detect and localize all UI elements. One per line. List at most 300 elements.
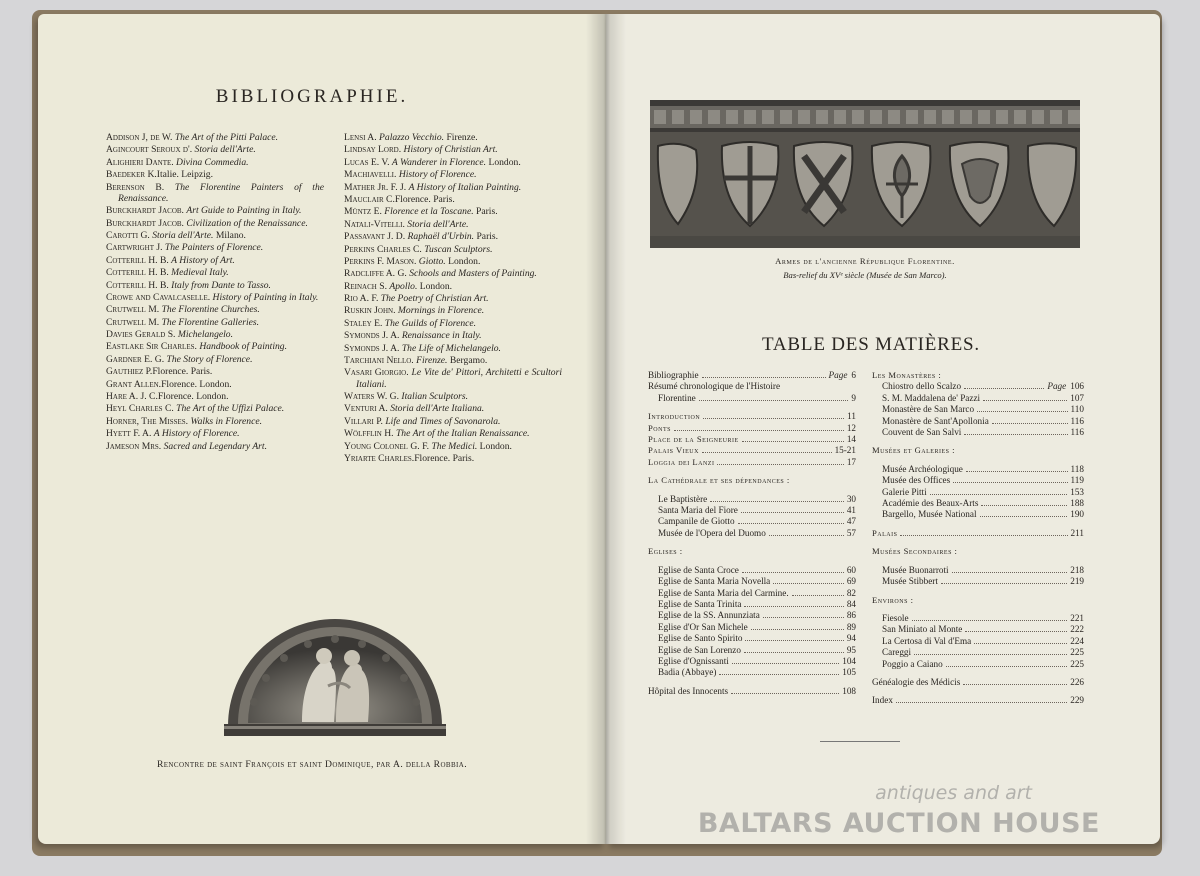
entry-title: The Life of Michelangelo.: [401, 342, 501, 354]
entry-publisher: Florence. Paris.: [414, 452, 475, 464]
watermark-tagline: antiques and art: [875, 782, 1032, 804]
bibliography-entry: [106, 230, 324, 241]
dot-leader: [792, 595, 844, 596]
toc-section-heading: Musées Secondaires :: [872, 546, 958, 557]
bibliography-entry: [106, 441, 324, 452]
toc-entry-label: Fiesole: [882, 612, 909, 623]
toc-entry: [648, 565, 856, 576]
toc-entry: [648, 370, 856, 381]
dot-leader: [751, 629, 844, 630]
bibliography-entry: [106, 317, 324, 328]
dot-leader: [773, 583, 844, 584]
spacer: [648, 558, 856, 565]
toc-entry-label: Introduction: [648, 411, 701, 422]
toc-entry: [872, 659, 1084, 670]
entry-title: Walks in Florence.: [190, 415, 262, 427]
toc-entry: [648, 457, 856, 468]
bibliography-entry: [344, 428, 562, 439]
toc-entry-label: Bibliographie: [648, 370, 699, 380]
dot-leader: [731, 693, 839, 694]
toc-page-number: 105: [842, 667, 856, 678]
dot-leader: [719, 674, 839, 675]
dot-leader: [702, 452, 832, 453]
dot-leader: [966, 471, 1068, 472]
entry-title: Italian Sculptors.: [401, 391, 469, 403]
dot-leader: [914, 654, 1067, 655]
toc-entry-label: Place de la Seigneurie: [648, 434, 739, 445]
toc-entry: [648, 610, 856, 621]
toc-page-number: 41: [846, 505, 856, 516]
entry-author: Staley E.: [344, 317, 383, 329]
toc-entry: [648, 667, 856, 678]
toc-entry-label: Musée Stibbert: [882, 576, 938, 587]
bibliography-entry: [344, 416, 562, 427]
entry-author: Crutwell M.: [106, 316, 160, 328]
entry-author: Symonds J. A.: [344, 330, 400, 342]
entry-author: Cotterill H. B.: [106, 279, 169, 291]
bibliography-entry: [344, 231, 562, 242]
toc-entry-label: Bargello, Musée National: [882, 509, 977, 520]
toc-page-number: 9: [851, 392, 856, 403]
toc-page-number: 108: [842, 685, 856, 696]
toc-page-number: 118: [1070, 463, 1084, 474]
entry-title: Michelangelo.: [177, 329, 233, 341]
toc-entry: [872, 509, 1084, 520]
entry-author: Ruskin John.: [344, 305, 396, 317]
toc-page-number: 224: [1070, 635, 1084, 646]
entry-title: Le Vite de' Pittori, Architetti e Scultori Italiani.: [356, 367, 562, 390]
dot-leader: [912, 620, 1068, 621]
dot-leader: [717, 464, 843, 465]
toc-page-number: 116: [1070, 427, 1084, 438]
spacer: [872, 521, 1084, 528]
dot-leader: [946, 666, 1067, 667]
toc-page-number: 106: [1070, 381, 1084, 392]
entry-title: The Art of the Uffizi Palace.: [176, 403, 285, 415]
entry-title: Medieval Italy.: [171, 267, 229, 279]
spacer: [648, 539, 856, 546]
entry-author: Addison J, de W.: [106, 132, 173, 143]
bibliography-entry: [106, 329, 324, 340]
entry-author: Lindsay Lord.: [344, 144, 402, 156]
toc-page-number: 225: [1070, 658, 1084, 669]
entry-title: Storia dell'Arte.: [194, 144, 256, 156]
bibliography-entry: [344, 244, 562, 255]
bibliography-entry: [344, 144, 562, 155]
toc-entry-label: Hôpital des Innocents: [648, 685, 729, 696]
bibliography-entry: [106, 182, 324, 204]
bibliography-entry: [106, 354, 324, 365]
toc-entry: [872, 427, 1084, 438]
toc-entry-label: Musée de l'Opera del Duomo: [658, 527, 766, 538]
toc-page-number: 89: [846, 621, 856, 632]
toc-entry-label: Eglise de Santa Maria del Carmine.: [658, 587, 789, 598]
toc-page-number: 11: [847, 411, 856, 422]
entry-publisher: Florence. Paris.: [152, 366, 213, 378]
entry-author: Crutwell M.: [106, 304, 160, 316]
entry-publisher: Florence. Paris.: [394, 193, 455, 205]
dot-leader: [896, 702, 1067, 703]
spacer: [872, 457, 1084, 464]
entry-author: Perkins Charles C.: [344, 243, 422, 255]
toc-entry-label: Santa Maria del Fiore: [658, 505, 738, 516]
book-gutter-shadow: [586, 14, 626, 844]
entry-author: Baedeker K.: [106, 169, 157, 181]
toc-section-heading: Les Monastères :: [872, 370, 942, 380]
dot-leader: [992, 423, 1068, 424]
entry-title: Mornings in Florence.: [397, 305, 485, 317]
entry-author: Young Colonel G. F.: [344, 440, 430, 452]
entry-title: Art Guide to Painting in Italy.: [186, 205, 302, 217]
toc-entry: [872, 647, 1084, 658]
dot-leader: [974, 643, 1067, 644]
entry-author: Alighieri Dante.: [106, 156, 174, 168]
entry-author: Gardner E. G.: [106, 353, 165, 365]
toc-page-number: 119: [1070, 475, 1084, 486]
entry-title: The Art of the Italian Renaissance.: [395, 428, 530, 440]
toc-page-number: 30: [846, 493, 856, 504]
dot-leader: [930, 494, 1068, 495]
toc-page-number: 84: [846, 598, 856, 609]
toc-entry: [648, 434, 856, 445]
toc-entry: [648, 411, 856, 422]
entry-title: Handbook of Painting.: [199, 341, 287, 353]
bibliography-entry: [106, 292, 324, 303]
toc-entry: [872, 528, 1084, 539]
toc-page-number: 219: [1070, 576, 1084, 587]
bibliography-entry: [344, 132, 562, 143]
spacer: [648, 679, 856, 686]
entry-author: Tarchiani Nello.: [344, 355, 414, 367]
entry-title: The Florentine Painters of the Renaissance.: [118, 181, 325, 204]
bibliography-entry: [106, 428, 324, 439]
spacer: [648, 468, 856, 475]
spacer: [872, 438, 1084, 445]
toc-page-number: 15-21: [834, 445, 856, 456]
toc-entry: [872, 498, 1084, 509]
toc-page-number: 12: [846, 422, 856, 433]
entry-title: The Guilds of Florence.: [384, 317, 477, 329]
toc-entry: [648, 516, 856, 527]
entry-title: Storia dell'Arte.: [152, 229, 214, 241]
toc-entry-label: Poggio a Caiano: [882, 658, 943, 669]
toc-entry: [648, 633, 856, 644]
dot-leader: [710, 501, 844, 502]
toc-page-number: 82: [846, 587, 856, 598]
entry-title: History of Christian Art.: [403, 144, 498, 156]
entry-author: Agincourt Seroux d'.: [106, 144, 193, 156]
entry-title: A Wanderer in Florence.: [391, 156, 487, 168]
entry-title: Firenze.: [416, 355, 448, 367]
entry-author: Radcliffe A. G.: [344, 268, 407, 280]
entry-author: Villari P.: [344, 415, 383, 427]
bibliography-entry: [106, 218, 324, 229]
toc-entry: [648, 528, 856, 539]
bibliography-entry: [344, 281, 562, 292]
toc-entry: [872, 624, 1084, 635]
dot-leader: [742, 441, 844, 442]
bibliography-entry: [106, 379, 324, 390]
bibliography-entry: [344, 330, 562, 341]
entry-title: The Painters of Florence.: [164, 242, 264, 254]
entry-title: Apollo.: [389, 280, 418, 292]
toc-page-number: 104: [842, 655, 856, 666]
entry-author: Grant Allen.: [106, 378, 162, 390]
toc-page-number: 221: [1070, 612, 1084, 623]
entry-title: Giotto.: [418, 255, 446, 267]
dot-leader: [964, 388, 1044, 389]
spacer: [648, 404, 856, 411]
toc-entry-label: Généalogie des Médicis: [872, 676, 961, 687]
toc-entry: [648, 445, 856, 456]
toc-entry-label: Loggia dei Lanzi: [648, 456, 715, 467]
dot-leader: [742, 572, 844, 573]
toc-section-heading: Musées et Galeries :: [872, 445, 956, 456]
entry-title: Life and Times of Savonarola.: [385, 415, 501, 427]
bibliography-entry: [344, 268, 562, 279]
bibliography-entry: [106, 242, 324, 253]
entry-publisher: Bergamo.: [447, 355, 488, 367]
toc-entry-label: San Miniato al Monte: [882, 624, 963, 635]
entry-title: The Florentine Churches.: [161, 304, 260, 316]
bibliography-entry: [106, 304, 324, 315]
toc-entry-label: Eglise de Santa Maria Novella: [658, 576, 771, 587]
entry-author: Waters W. G.: [344, 391, 399, 403]
toc-page-number: 116: [1070, 415, 1084, 426]
entry-title: Storia dell'Arte Italiana.: [390, 403, 485, 415]
toc-entry-label: Index: [872, 695, 893, 706]
toc-page-number: 226: [1070, 676, 1084, 687]
toc-page-number: 17: [846, 456, 856, 467]
toc-entry: [648, 656, 856, 667]
bibliography-column-1: [106, 132, 324, 453]
toc-section-heading: La Cathédrale et ses dépendances :: [648, 475, 790, 486]
bibliography-entry: [344, 219, 562, 230]
bibliography-entry: [106, 157, 324, 168]
entry-title: The Poetry of Christian Art.: [380, 293, 489, 305]
toc-entry: [872, 381, 1084, 392]
toc-section-heading: Eglises :: [648, 546, 683, 557]
entry-author: Mather Jr. F. J.: [344, 181, 407, 193]
dot-leader: [702, 377, 826, 378]
entry-author: Vasari Giorgio.: [344, 367, 409, 379]
bibliography-entry: [106, 144, 324, 155]
entry-publisher: London.: [477, 440, 512, 452]
entry-title: Divina Commedia.: [176, 156, 249, 168]
bibliography-entry: [106, 391, 324, 402]
bibliography-entry: [344, 453, 562, 464]
toc-entry: [872, 404, 1084, 415]
entry-publisher: London.: [486, 156, 521, 168]
toc-entry-label: Florentine: [658, 392, 696, 403]
toc-entry: [648, 588, 856, 599]
toc-column-1: [648, 370, 856, 697]
bibliography-entry: [344, 182, 562, 193]
toc-page-number: 6: [851, 370, 856, 380]
entry-title: Civilization of the Renaissance.: [186, 217, 308, 229]
toc-page-number: 94: [846, 633, 856, 644]
bibliography-entry: [344, 157, 562, 168]
entry-author: Heyl Charles C.: [106, 403, 174, 415]
toc-entry: [648, 686, 856, 697]
toc-entry: [872, 416, 1084, 427]
relief-caption-title: Armes de l'ancienne République Florentine.: [775, 256, 955, 266]
toc-entry: [648, 423, 856, 434]
toc-entry-label: Musée Buonarroti: [882, 564, 949, 575]
toc-entry: [648, 576, 856, 587]
bibliography-entry: [344, 391, 562, 402]
bibliography-entry: [344, 367, 562, 389]
entry-author: Cotterill H. B.: [106, 254, 169, 266]
entry-title: The Florentine Galleries.: [161, 316, 260, 328]
entry-author: Rio A. F.: [344, 293, 379, 305]
dot-leader: [977, 411, 1067, 412]
entry-author: Yriarte Charles.: [344, 452, 415, 464]
toc-column-2: [872, 370, 1084, 707]
bibliography-entry: [106, 341, 324, 352]
entry-title: Florence et la Toscane.: [384, 206, 474, 218]
entry-author: Cartwright J.: [106, 242, 163, 254]
toc-page-number: 218: [1070, 564, 1084, 575]
bibliography-entry: [106, 255, 324, 266]
entry-publisher: Italie. Leipzig.: [156, 169, 214, 181]
entry-author: Hare A. J. C.: [106, 391, 158, 403]
bibliography-entry: [106, 132, 324, 143]
toc-page-number: 190: [1070, 509, 1084, 520]
toc-entry-label: Palais Vieux: [648, 445, 699, 456]
dot-leader: [981, 505, 1067, 506]
entry-title: A History of Italian Painting.: [408, 181, 522, 193]
entry-title: Schools and Masters of Painting.: [409, 268, 537, 280]
relief-caption-subtitle: Bas-relief du XVᵉ siècle (Musée de San Marco).: [783, 270, 947, 280]
entry-author: Natali-Vitelli.: [344, 218, 405, 230]
toc-entry-label: Eglise de San Lorenzo: [658, 644, 741, 655]
toc-page-word: Page: [828, 370, 848, 380]
toc-entry-label: Eglise de Santa Croce: [658, 564, 739, 575]
entry-title: The Art of the Pitti Palace.: [174, 132, 279, 143]
spacer: [872, 539, 1084, 546]
entry-publisher: Florence. London.: [161, 378, 232, 390]
bibliography-entry: [344, 194, 562, 205]
toc-page-number: 69: [846, 576, 856, 587]
bibliography-entry: [344, 403, 562, 414]
toc-page-number: 60: [846, 564, 856, 575]
toc-section-heading: Environs :: [872, 594, 914, 605]
entry-author: Venturi A.: [344, 403, 388, 415]
bibliography-entry: [344, 169, 562, 180]
florentine-arms-relief-illustration: [650, 100, 1080, 248]
toc-entry-label: Le Baptistère: [658, 493, 708, 504]
toc-page-number: 229: [1070, 695, 1084, 706]
entry-publisher: Florence. London.: [157, 391, 229, 403]
entry-publisher: Firenze.: [444, 132, 478, 143]
dot-leader: [964, 434, 1067, 435]
bibliography-entry: [344, 343, 562, 354]
entry-publisher: London.: [417, 280, 453, 292]
toc-page-number: 110: [1070, 404, 1084, 415]
toc-entry-label: Badia (Abbaye): [658, 667, 717, 678]
bibliography-entry: [344, 206, 562, 217]
toc-entry-label: La Certosa di Val d'Ema: [882, 635, 972, 646]
entry-author: Machiavelli.: [344, 169, 397, 181]
entry-author: Crowe and Cavalcaselle.: [106, 291, 211, 303]
toc-entry-label: Eglise de la SS. Annunziata: [658, 610, 760, 621]
toc-entry-label: Galerie Pitti: [882, 486, 927, 497]
bibliography-entry: [344, 318, 562, 329]
entry-author: Berenson B.: [106, 181, 165, 193]
bibliography-entry: [344, 355, 562, 366]
entry-author: Gauthiez P.: [106, 366, 153, 378]
entry-title: Renaissance in Italy.: [401, 330, 482, 342]
toc-entry: [872, 695, 1084, 706]
toc-page-number: 153: [1070, 486, 1084, 497]
toc-page-number: 14: [846, 434, 856, 445]
dot-leader: [763, 617, 844, 618]
entry-title: Tuscan Sculptors.: [424, 243, 493, 255]
toc-entry-label: Ponts: [648, 422, 671, 433]
entry-publisher: Milano.: [213, 229, 246, 241]
bibliography-entry: [106, 403, 324, 414]
spacer: [648, 487, 856, 494]
toc-entry: [872, 393, 1084, 404]
bibliography-entry: [106, 169, 324, 180]
dot-leader: [963, 684, 1067, 685]
toc-page-number: 188: [1070, 498, 1084, 509]
entry-author: Burckhardt Jacob.: [106, 205, 184, 217]
dot-leader: [745, 640, 843, 641]
spacer: [872, 606, 1084, 613]
spacer: [872, 670, 1084, 677]
entry-author: Carotti G.: [106, 229, 150, 241]
dot-leader: [744, 652, 844, 653]
toc-entry-label: Campanile de Giotto: [658, 516, 735, 527]
toc-entry: [872, 475, 1084, 486]
toc-page-number: 225: [1070, 647, 1084, 658]
entry-author: Cotterill H. B.: [106, 267, 169, 279]
toc-page-number: 47: [846, 516, 856, 527]
toc-entry: [872, 613, 1084, 624]
toc-entry: [648, 599, 856, 610]
dot-leader: [941, 583, 1067, 584]
entry-author: Davies Gerald S.: [106, 329, 176, 341]
entry-title: The Medici.: [431, 440, 478, 452]
toc-entry: [872, 677, 1084, 688]
open-book: [38, 14, 1160, 854]
entry-title: The Story of Florence.: [166, 353, 253, 365]
toc-entry: [872, 464, 1084, 475]
toc-page-number: 222: [1070, 624, 1084, 635]
toc-entry: [872, 565, 1084, 576]
bibliography-entry: [344, 305, 562, 316]
toc-entry: [872, 487, 1084, 498]
entry-author: Eastlake Sir Charles.: [106, 341, 197, 353]
toc-entry-label: Académie des Beaux-Arts: [882, 498, 979, 509]
toc-entry-label: Musée Archéologique: [882, 463, 963, 474]
bibliography-entry: [106, 205, 324, 216]
toc-page-number: 95: [846, 644, 856, 655]
entry-title: Raphaël d'Urbin.: [407, 231, 475, 243]
spacer: [872, 688, 1084, 695]
entry-publisher: Paris.: [474, 231, 499, 243]
dot-leader: [900, 535, 1067, 536]
entry-title: History of Florence.: [398, 169, 477, 181]
bibliography-title: BIBLIOGRAPHIE.: [215, 86, 409, 107]
right-page: [606, 14, 1160, 844]
toc-entry: [872, 576, 1084, 587]
table-of-contents-title: TABLE DES MATIÈRES.: [762, 334, 980, 355]
toc-entry: [648, 645, 856, 656]
bibliography-entry: [106, 280, 324, 291]
